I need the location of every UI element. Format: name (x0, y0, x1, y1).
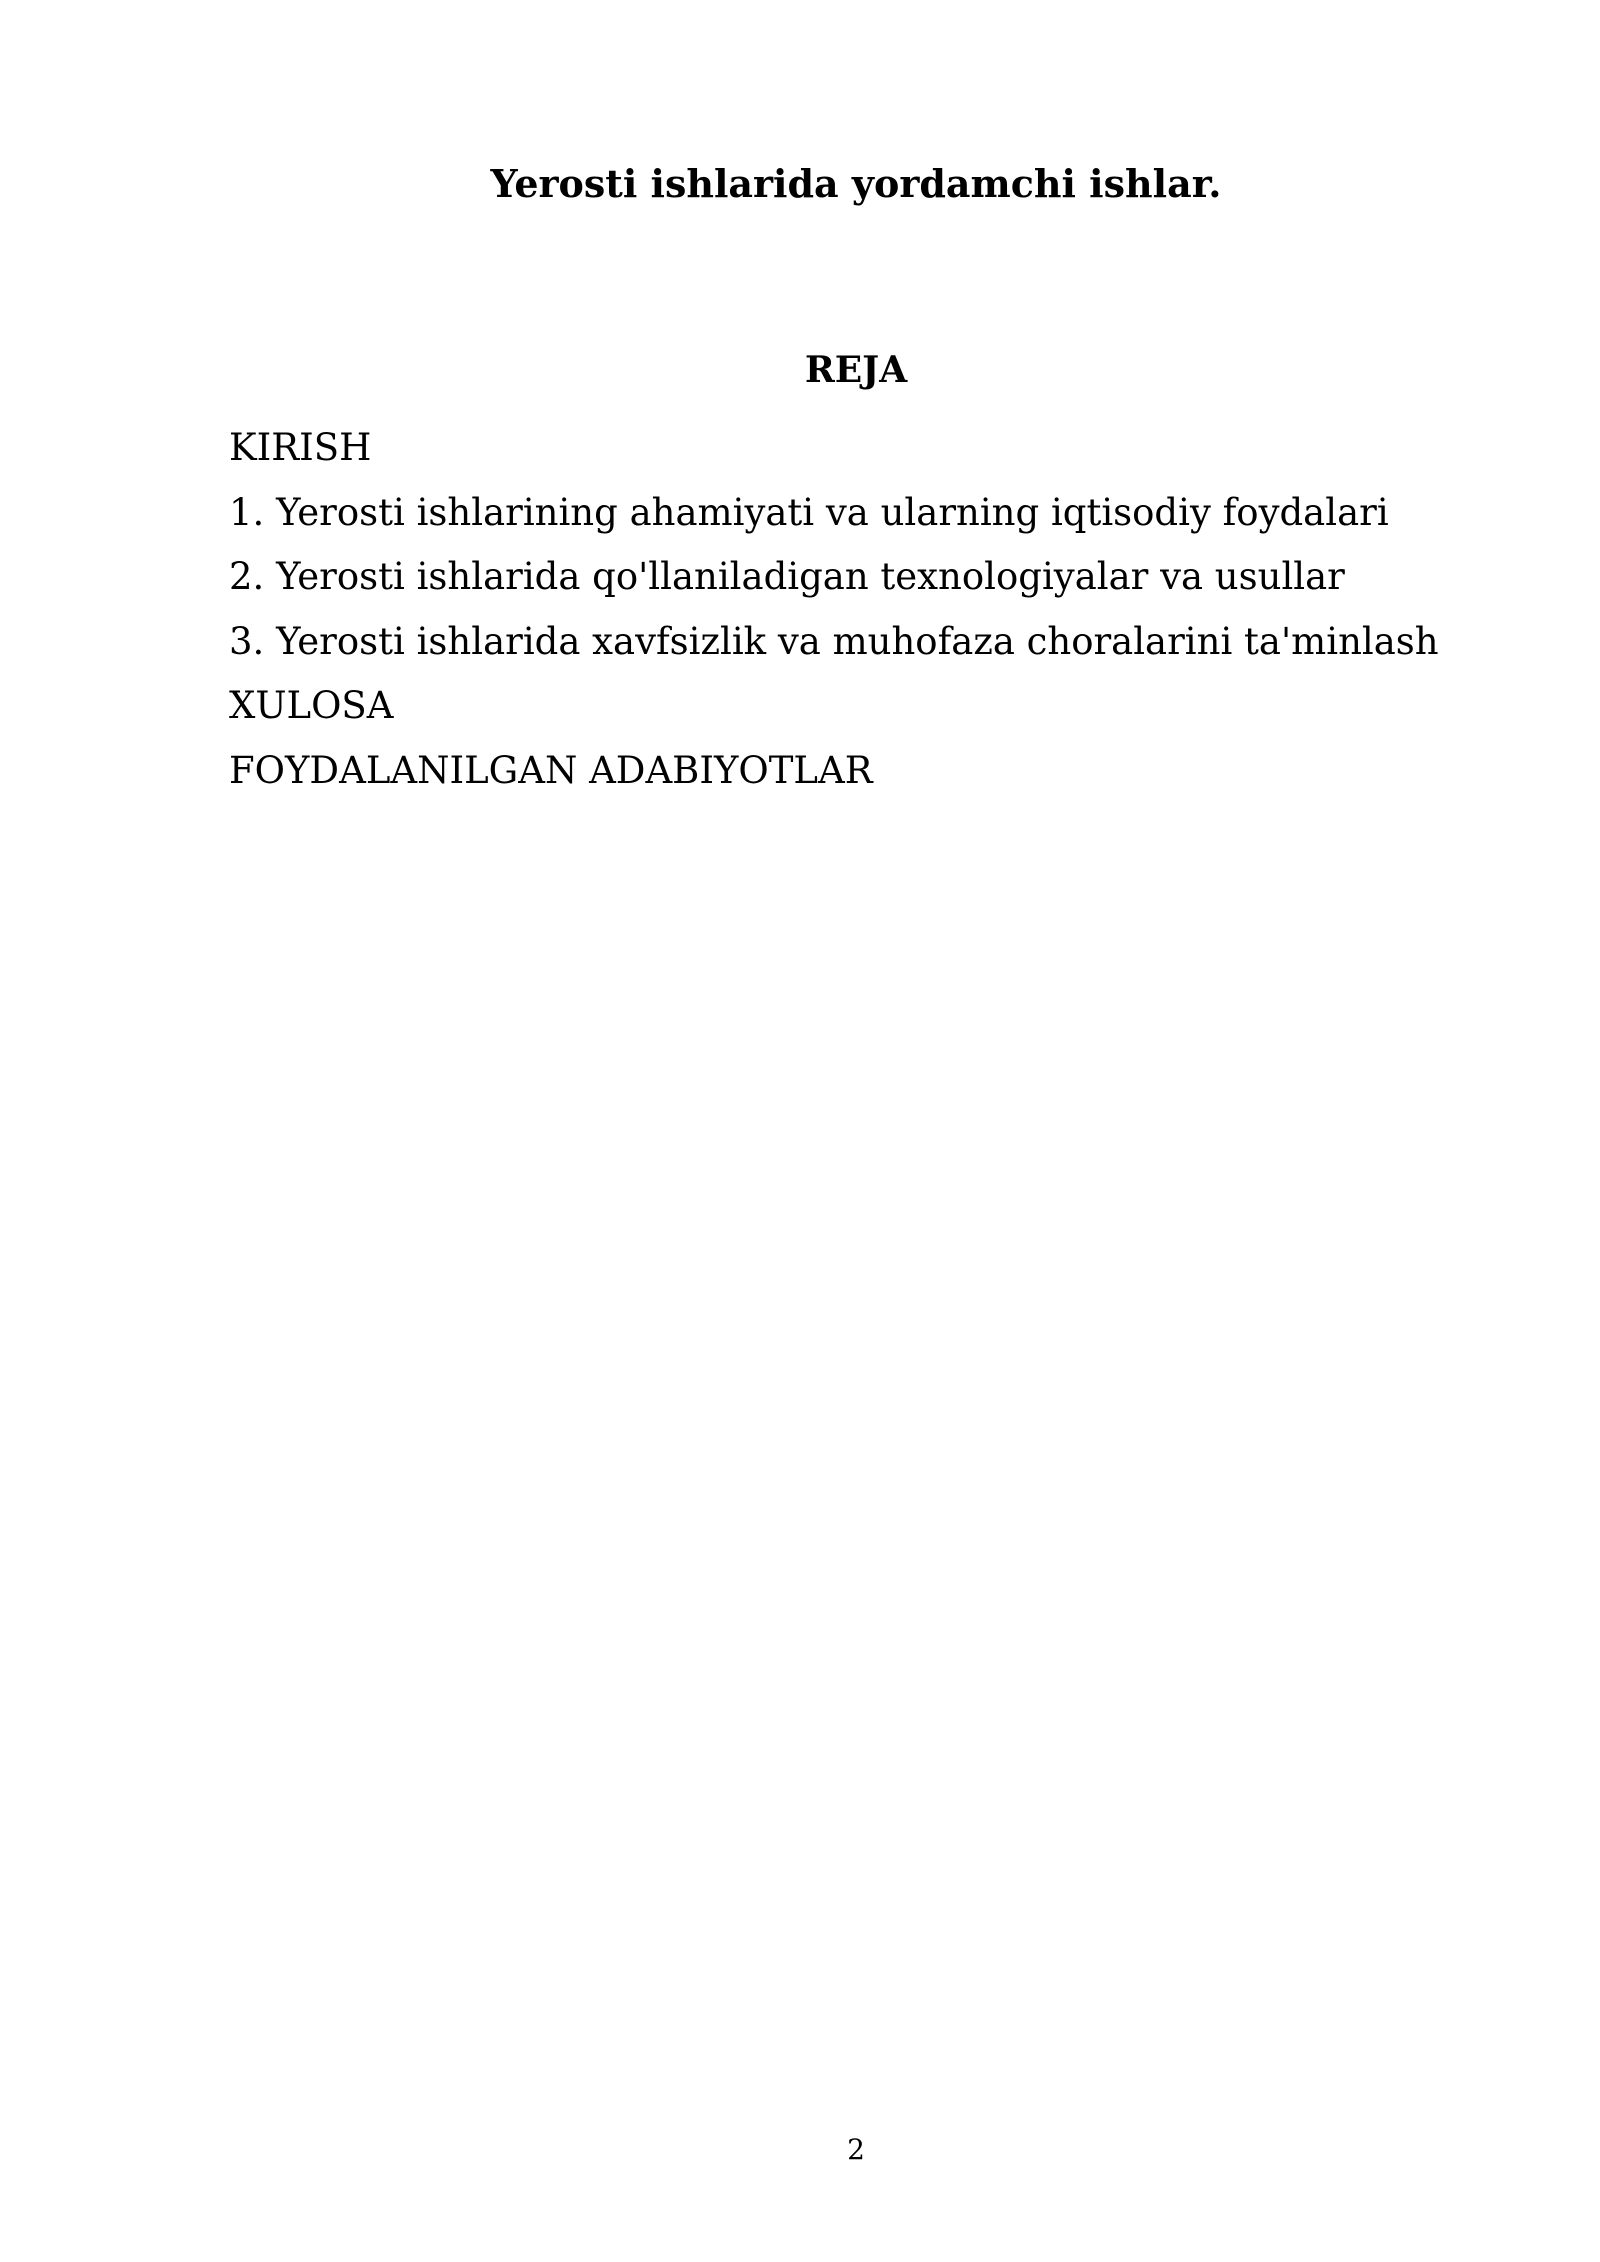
plan-item-2: 2. Yerosti ishlarida qo'llaniladigan texnologiyalar va usullar (229, 555, 1345, 598)
plan-item-conclusion: XULOSA (229, 684, 394, 727)
plan-item-references: FOYDALANILGAN ADABIYOTLAR (229, 748, 873, 792)
plan-item-3: 3. Yerosti ishlarida xavfsizlik va muhofaza choralarini ta'minlash (229, 619, 1439, 663)
document-title: Yerosti ishlarida yordamchi ishlar. (490, 161, 1222, 206)
plan-item-introduction: KIRISH (229, 426, 372, 469)
plan-list (229, 416, 1439, 803)
plan-heading: REJA (804, 349, 908, 391)
page-number: 2 (847, 2133, 865, 2166)
plan-item-1: 1. Yerosti ishlarining ahamiyati va ularning iqtisodiy foydalari (229, 490, 1389, 534)
